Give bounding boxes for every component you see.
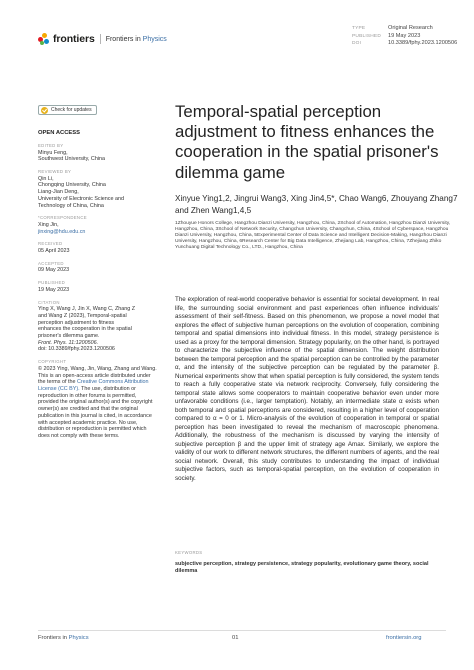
article-title: Temporal-spatial perception adjustment to fitness enhances the cooperation in the spatial prisoner's dilemma game [175,102,439,182]
affiliations: 1Zhouyue Honors College, Hangzhou Dianzi University, Hangzhou, China, 2School of Automation, Hangzhou Dianzi University, Hangzhou, China, 3School of Network Security, Changchun University, Changchun, China, 4School of Cyberspace, Hangzhou Dianzi University, Hangzhou, China, 5Experimental Center of Data Science and Intelligent Decision-Making, Hangzhou Dianzi University, Hangzhou, China, 6Research Center for Big Data Intelligence, Zhejiang Lab, Hangzhou, China, 7Zhejiang Zhiko Yunchuang Digital Technology Co., LTD., Hangzhou, China [175,221,451,251]
abstract: The exploration of real-world cooperative behavior is essential for societal development. In real life, the surrounding social environment and past experiences often influence individuals' assessment of their self-fitness. Based on this phenomenon, we propose a novel model that explores the effect of subjective human perceptions on the evolution of cooperation, combining temporal and spatial dimensions into individual fitness. In this model, strategy persistence is used as a proxy for the temporal dimension. Strategy popularity, on the other hand, is portrayed to characterize the subjective influence of the spatial dimension. The weight distribution between the temporal perception and the spatial perception can be controlled by the parameter α, and the intensity of the subjective perception can be regulated by the parameter β. Numerical experiments show that when spatial perception is fully considered, the system tends to reach a fully cooperative state via network reciprocity. Conversely, fully considering the temporal state allows some cooperators to maintain cooperative behavior even under more unfavorable conditions (i.e., larger temptation). Notably, an intermediate state α exists when both temporal and spatial perceptions are considered, resulting in a higher level of cooperation compared to α = 0 or 1. Micro-analysis of the evolution of cooperation in temporal or spatial perception has been investigated to reveal the mechanism of macroscopic phenomena. Additionally, the robustness of the mechanism is discussed by varying the intensity of subjective perception β and the upper limit of strategy age Amax. Similarly, we explore the validity of our work to different network structures, the different numbers of agents, and the real social network. Overall, this study contributes to understanding the impact of individual subjective factors, such as temporal-spatial perception, on the evolution of cooperation in society. [175,296,439,482]
footer-rule [38,630,446,631]
copyright-text: © 2023 Ying, Wang, Jin, Wang, Zhang and Wang. This is an open-access article distributed under the terms of the Creative Commons Attribution License (CC BY). The use, distribution or reproduction in other forums is permitted, provided the original author(s) and the copyright owner(s) are credited and that the original publication in this journal is cited, in accordance with accepted academic practice. No use, distribution or reproduction is permitted which does not comply with these terms. [38,365,157,439]
brand-name: frontiers [53,33,95,45]
received-date: 05 April 2023 [38,248,70,255]
check-updates-icon [41,107,48,114]
edited-by-label: EDITED BY [38,142,64,148]
check-updates-button[interactable]: Check for updates [38,105,97,115]
reviewed-by-label: REVIEWED BY [38,169,72,175]
reviewed-by: Qin Li, Chongqing University, China Liang-Jian Deng, University of Electronic Science and Technology of China, China [38,175,124,209]
correspondence: Xing Jin, jinxing@hdu.edu.cn [38,222,158,235]
citation-label: CITATION [38,299,60,305]
header-doi[interactable]: 10.3389/fphy.2023.1200506 [388,40,458,47]
copyright-label: COPYRIGHT [38,359,67,365]
edited-by: Minyu Feng, Southwest University, China [38,149,106,163]
accepted-label: ACCEPTED [38,260,64,266]
citation: Ying X, Wang J, Jin X, Wang C, Zhang Z and Wang Z (2023), Temporal-spatial perception adjustment to fitness enhances the cooperation in the spatial prisoner's dilemma game. Front. Phys. 11:1200506. doi: 10.3389/fphy.2023.1200506 [38,306,136,353]
footer-journal: Frontiers in Physics [38,635,89,641]
brand-divider [100,34,101,44]
article-type: Original Research [388,25,433,31]
journal-title: Frontiers in Physics [105,35,167,43]
published-date: 19 May 2023 [38,286,70,293]
cc-by-license-link[interactable]: Creative Commons Attribution License (CC BY). [38,379,149,392]
published-label: PUBLISHED [38,280,66,286]
site-link[interactable]: frontiersin.org [386,635,422,641]
author-list: Xinyue Ying1,2, Jingrui Wang3, Xing Jin4,5*, Chao Wang6, Zhouyang Zhang7 and Zhen Wang1,4,5 [175,194,458,215]
keywords: subjective perception, strategy persistence, strategy popularity, evolutionary game theory, social dilemma [175,561,429,575]
sidebar [38,105,158,440]
header-published-date: 19 May 2023 [388,32,421,39]
accepted-date: 09 May 2023 [38,267,70,274]
correspondence-email[interactable]: jinxing@hdu.edu.cn [38,228,86,235]
correspondence-label: *CORRESPONDENCE [38,215,87,221]
open-access-label: OPEN ACCESS [38,130,80,137]
frontiers-logo-icon [38,33,50,45]
journal-brand[interactable] [38,33,167,45]
dates-label: RECEIVED [38,241,63,247]
keywords-label: KEYWORDS [175,550,203,555]
article-meta: TYPE Original Research PUBLISHED 19 May 2023 DOI 10.3389/fphy.2023.1200506 [352,25,458,47]
page-number: 01 [232,635,239,641]
